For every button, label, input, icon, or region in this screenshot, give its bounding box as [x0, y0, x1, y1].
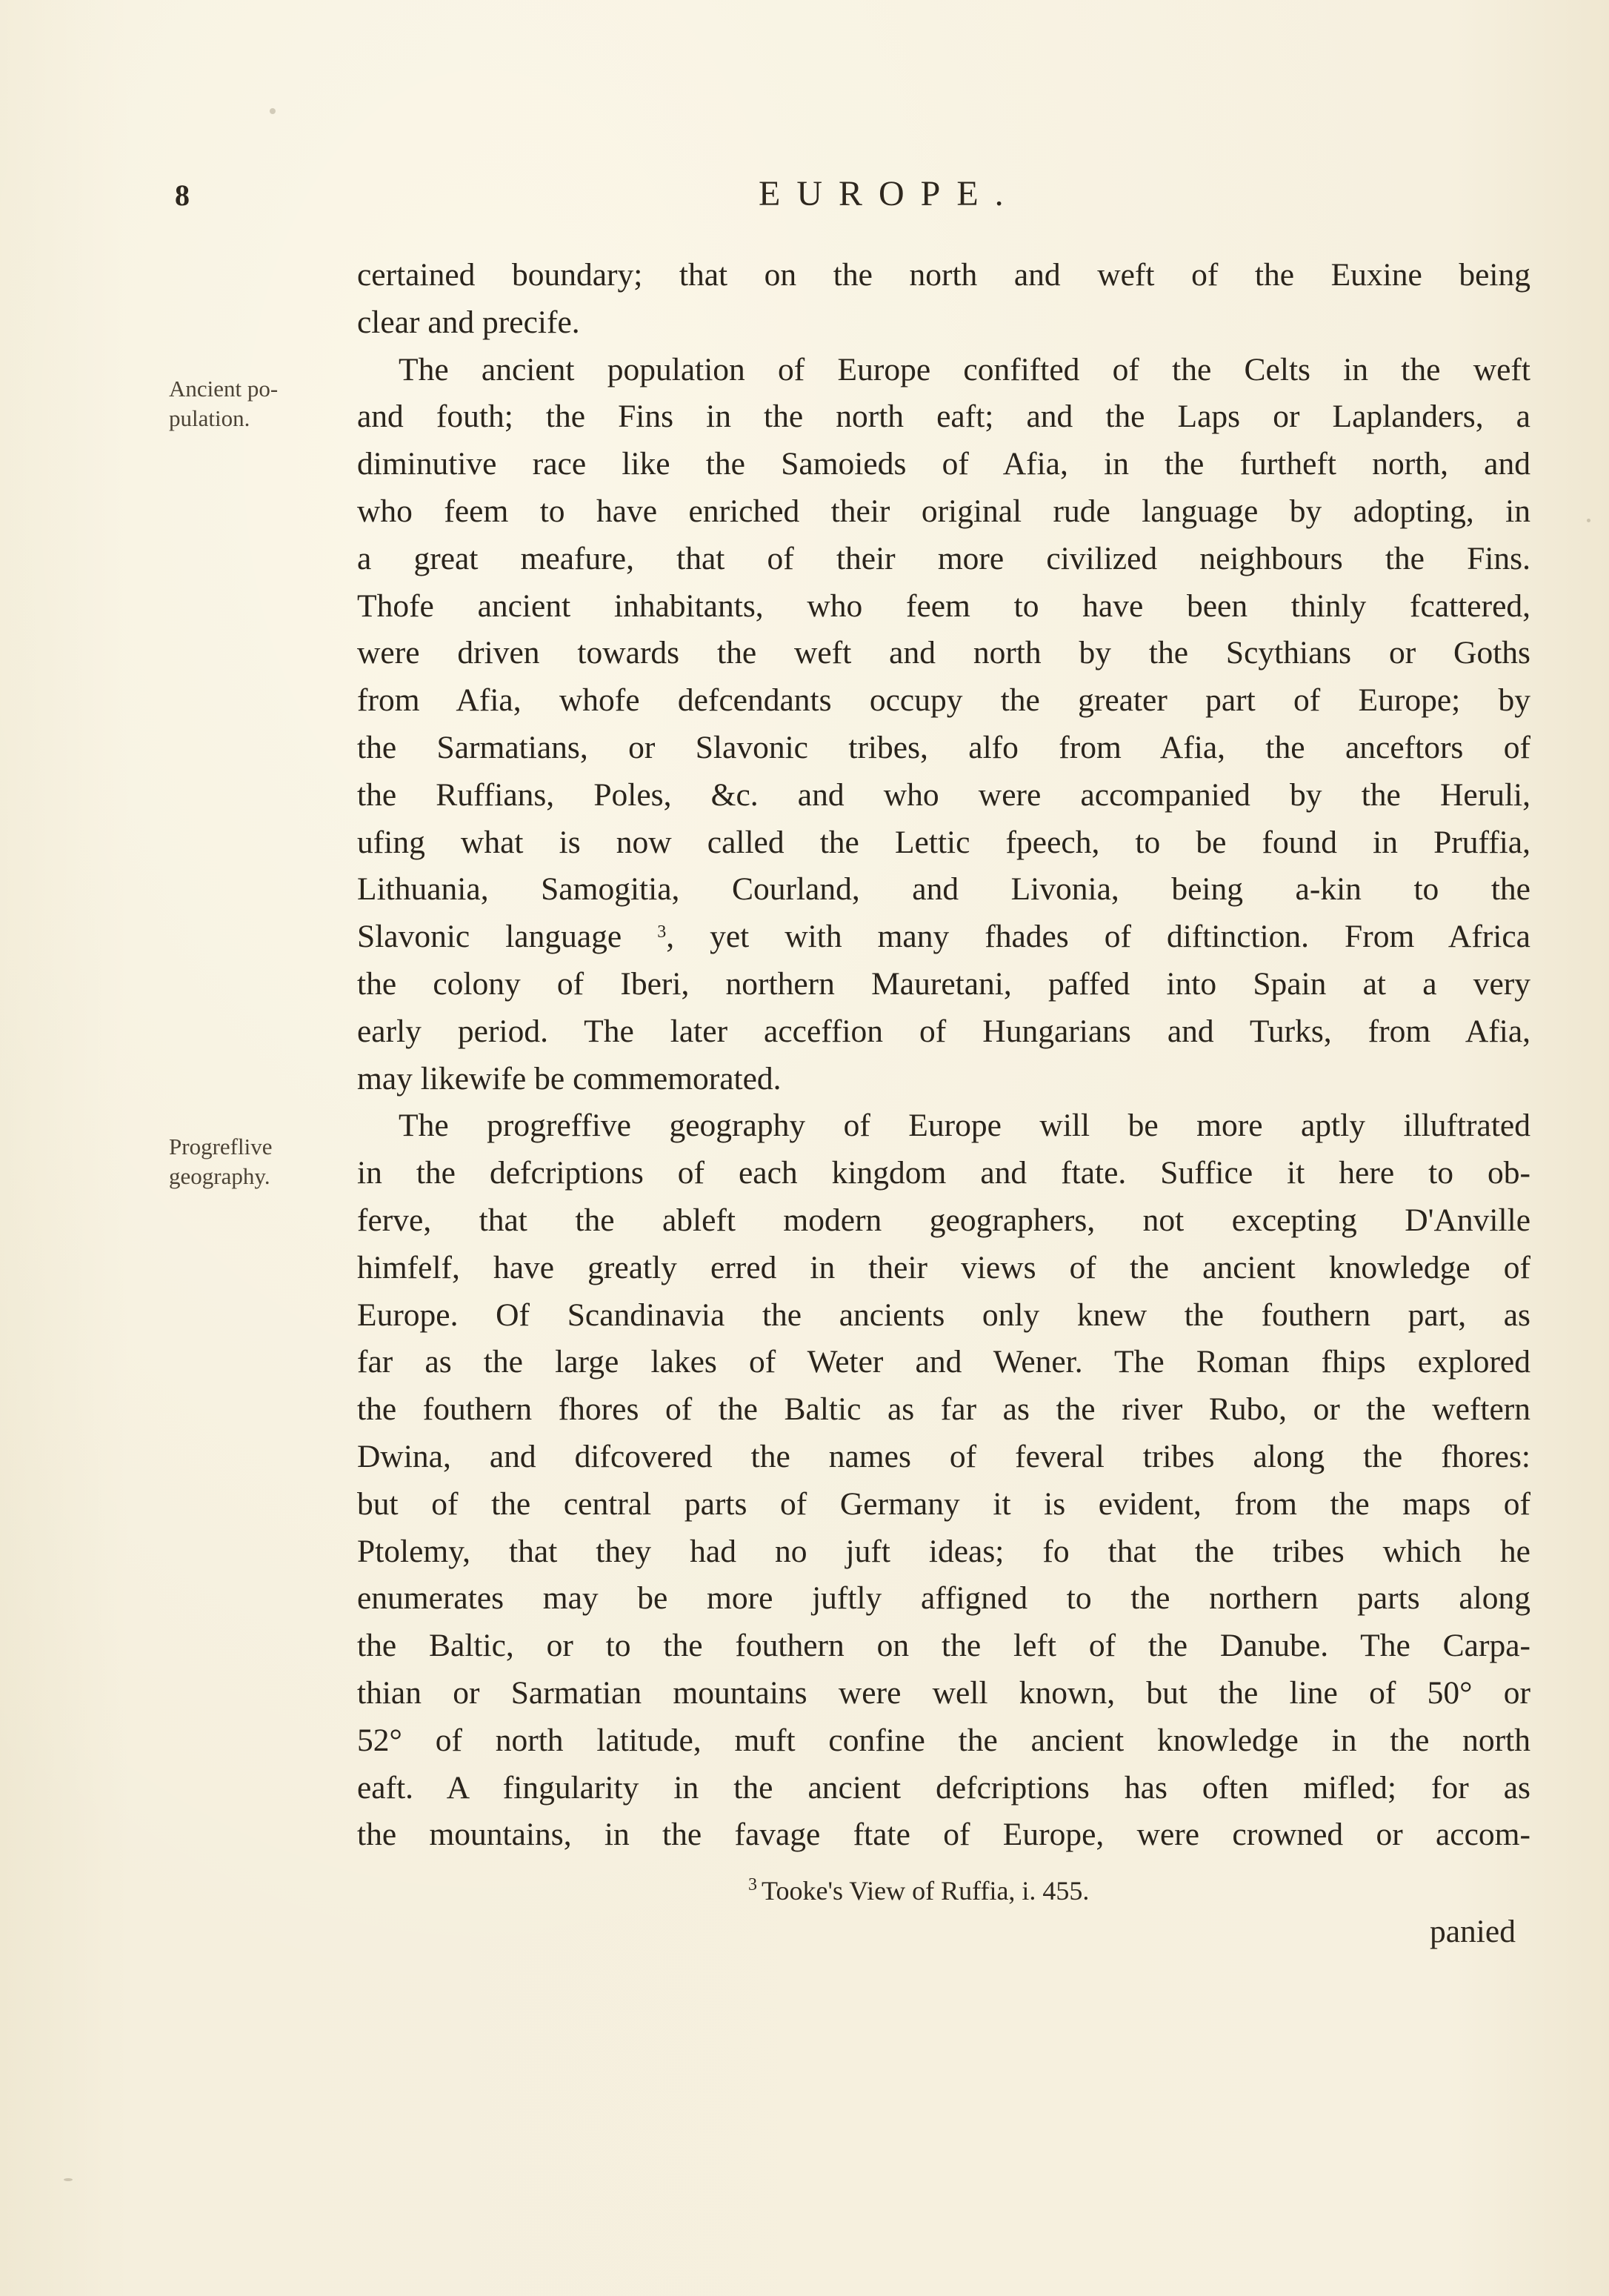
running-head: EUROPE.	[759, 174, 1020, 213]
text-line: who feem to have enriched their original rude language by adopting, in	[357, 493, 1530, 529]
margin-note-ancient-population	[169, 374, 278, 433]
paragraph-progressive-geography	[357, 1102, 1530, 1859]
text-line: thian or Sarmatian mountains were well known, but the line of 50° or	[357, 1674, 1530, 1711]
text-line: Dwina, and difcovered the names of feveral tribes along the fhores:	[357, 1438, 1530, 1474]
text-line: the Sarmatians, or Slavonic tribes, alfo from Afia, the anceftors of	[357, 729, 1530, 765]
text-line: the Ruffians, Poles, &c. and who were accompanied by the Heruli,	[357, 776, 1530, 813]
footnote-text: Tooke's View of Ruffia, i. 455.	[762, 1876, 1090, 1906]
text-segment: , yet with many fhades of diftinction. From Africa	[666, 919, 1530, 955]
text-line: Lithuania, Samogitia, Courland, and Livonia, being a-kin to the	[357, 871, 1530, 908]
text-line: the fouthern fhores of the Baltic as far as the river Rubo, or the weftern	[357, 1391, 1530, 1428]
text-line: certained boundary; that on the north and weft of the Euxine being	[357, 257, 1530, 293]
text-line-with-note	[357, 914, 1530, 961]
page-number: 8	[175, 179, 190, 212]
text-line: The progreffive geography of Europe will be more aptly illuftrated	[399, 1108, 1530, 1144]
margin-note-line: Ancient po-	[169, 376, 279, 402]
text-line: The ancient population of Europe confifted of the Celts in the weft	[399, 351, 1530, 387]
text-line: a great meafure, that of their more civilized neighbours the Fins.	[357, 540, 1530, 576]
text-line: himfelf, have greatly erred in their views of the ancient knowledge of	[357, 1249, 1530, 1285]
text-line: Europe. Of Scandinavia the ancients only knew the fouthern part, as	[357, 1297, 1530, 1333]
footnote-reference: 3	[657, 922, 667, 942]
text-line: enumerates may be more juftly affigned to the northern parts along	[357, 1580, 1530, 1617]
text-line: early period. The later acceffion of Hungarians and Turks, from Afia,	[357, 1013, 1530, 1049]
paper-speck	[270, 108, 276, 114]
footnote-mark: 3	[748, 1875, 757, 1894]
paper-speck	[64, 2178, 73, 2181]
text-line: ufing what is now called the Lettic fpeech, to be found in Pruffia,	[357, 824, 1530, 860]
body-text	[357, 252, 1530, 1859]
text-line: the colony of Iberi, northern Mauretani, paffed into Spain at a very	[357, 965, 1530, 1002]
margin-note-line: geography.	[169, 1163, 270, 1189]
text-line: ferve, that the ableft modern geographers, not excepting D'Anville	[357, 1202, 1530, 1238]
text-line: the mountains, in the favage ftate of Europe, were crowned or accom-	[357, 1817, 1530, 1853]
text-line: the Baltic, or to the fouthern on the left of the Danube. The Carpa-	[357, 1628, 1530, 1664]
text-line: diminutive race like the Samoieds of Afia, in the furtheft north, and	[357, 446, 1530, 482]
text-line: from Afia, whofe defcendants occupy the greater part of Europe; by	[357, 682, 1530, 719]
text-line: in the defcriptions of each kingdom and ftate. Suffice it here to ob-	[357, 1155, 1530, 1191]
margin-note-line: pulation.	[169, 405, 250, 431]
text-line: but of the central parts of Germany it is evident, from the maps of	[357, 1485, 1530, 1522]
paragraph-ancient-population	[357, 347, 1530, 1103]
text-line: and fouth; the Fins in the north eaft; and the Laps or Laplanders, a	[357, 399, 1530, 435]
text-segment: Slavonic language	[357, 919, 658, 955]
text-line: clear and precife.	[357, 304, 580, 340]
paragraph-continuation	[357, 252, 1530, 347]
text-line: Thofe ancient inhabitants, who feem to have been thinly fcattered,	[357, 588, 1530, 624]
text-line: eaft. A fingularity in the ancient defcriptions has often mifled; for as	[357, 1769, 1530, 1806]
margin-note-progressive-geography	[169, 1132, 272, 1191]
catchword: panied	[1430, 1914, 1516, 1949]
text-line: may likewife be commemorated.	[357, 1060, 782, 1097]
margin-note-line: Progreflive	[169, 1134, 273, 1159]
text-line: were driven towards the weft and north by the Scythians or Goths	[357, 635, 1530, 671]
text-line: Ptolemy, that they had no juft ideas; fo that the tribes which he	[357, 1533, 1530, 1569]
text-line: far as the large lakes of Weter and Wener. The Roman fhips explored	[357, 1344, 1530, 1380]
footnote	[748, 1875, 1089, 1906]
text-line: 52° of north latitude, muft confine the ancient knowledge in the north	[357, 1722, 1530, 1758]
paper-speck	[1587, 519, 1590, 522]
